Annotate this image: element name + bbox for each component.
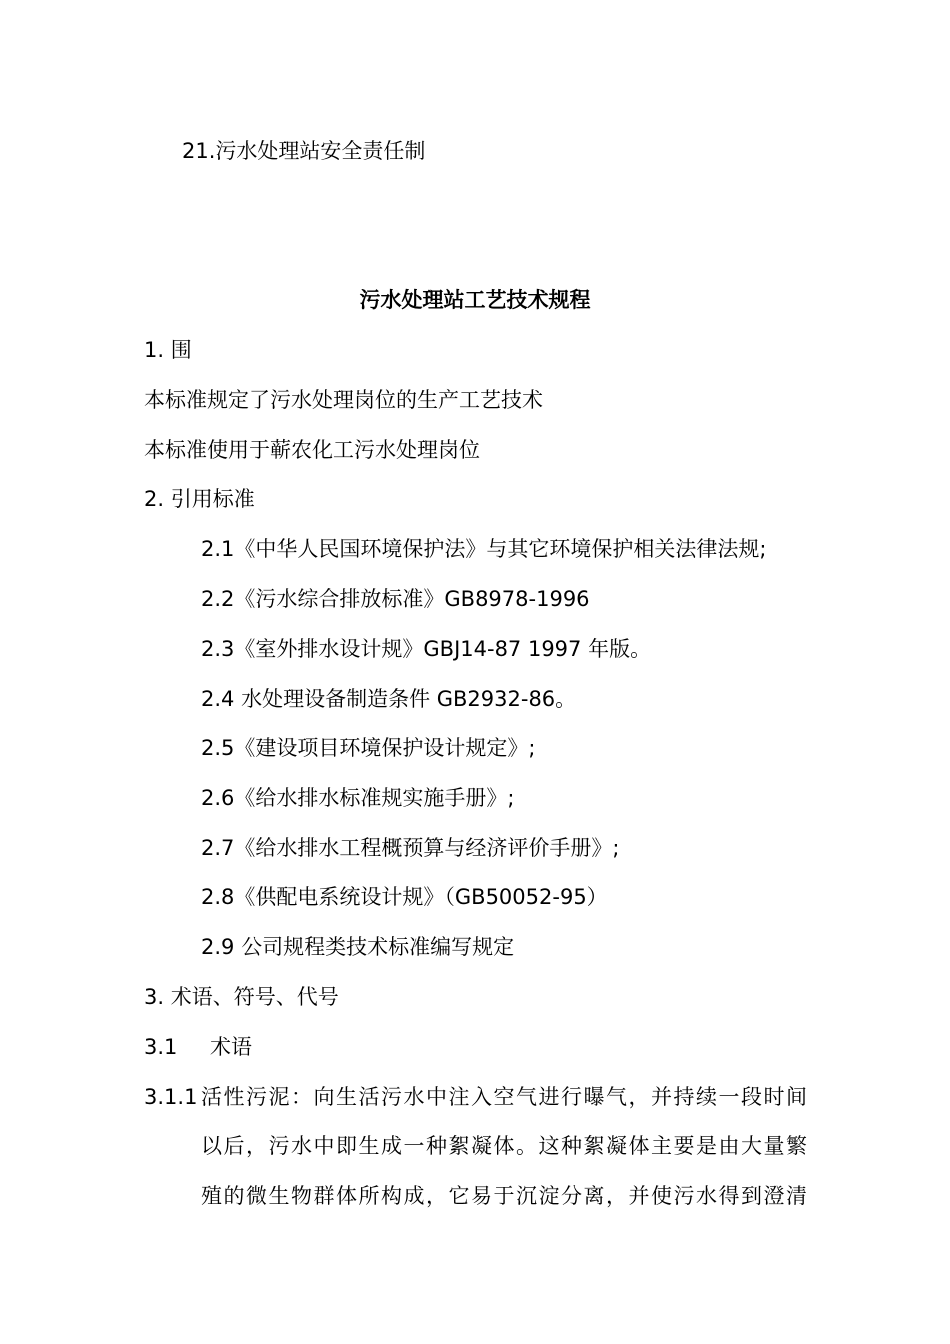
- reference-item: 2.2《污水综合排放标准》GB8978-1996: [201, 587, 590, 611]
- reference-item: 2.7《给水排水工程概预算与经济评价手册》;: [201, 836, 620, 860]
- section-1-paragraph: 本标准规定了污水处理岗位的生产工艺技术: [144, 388, 543, 412]
- reference-item: 2.3《室外排水设计规》GBJ14-87 1997 年版。: [201, 637, 652, 661]
- subsection-number: 3.1: [144, 1035, 178, 1059]
- section-1-heading: 1. 围: [144, 338, 192, 362]
- reference-item: 2.6《给水排水标准规实施手册》;: [201, 786, 515, 810]
- reference-item: 2.8《供配电系统设计规》（GB50052-95）: [201, 885, 608, 909]
- reference-item: 2.5《建设项目环境保护设计规定》;: [201, 736, 536, 760]
- definition-line: 以后，污水中即生成一种絮凝体。这种絮凝体主要是由大量繁: [201, 1134, 807, 1158]
- subsection-title: 术语: [210, 1035, 252, 1059]
- document-title: 污水处理站工艺技术规程: [359, 288, 591, 312]
- section-2-heading: 2. 引用标准: [144, 487, 255, 511]
- definition-line: 殖的微生物群体所构成，它易于沉淀分离，并使污水得到澄清: [201, 1184, 807, 1208]
- definition-number: 3.1.1: [144, 1085, 198, 1109]
- definition-line: 活性污泥：向生活污水中注入空气进行曝气，并持续一段时间: [201, 1085, 807, 1109]
- reference-item: 2.1《中华人民国环境保护法》与其它环境保护相关法律法规;: [201, 537, 767, 561]
- reference-item: 2.4 水处理设备制造条件 GB2932-86。: [201, 687, 577, 711]
- section-1-paragraph: 本标准使用于蕲农化工污水处理岗位: [144, 438, 480, 462]
- reference-item: 2.9 公司规程类技术标准编写规定: [201, 935, 515, 959]
- previous-list-item: 21.污水处理站安全责任制: [182, 139, 426, 163]
- section-3-heading: 3. 术语、符号、代号: [144, 985, 339, 1009]
